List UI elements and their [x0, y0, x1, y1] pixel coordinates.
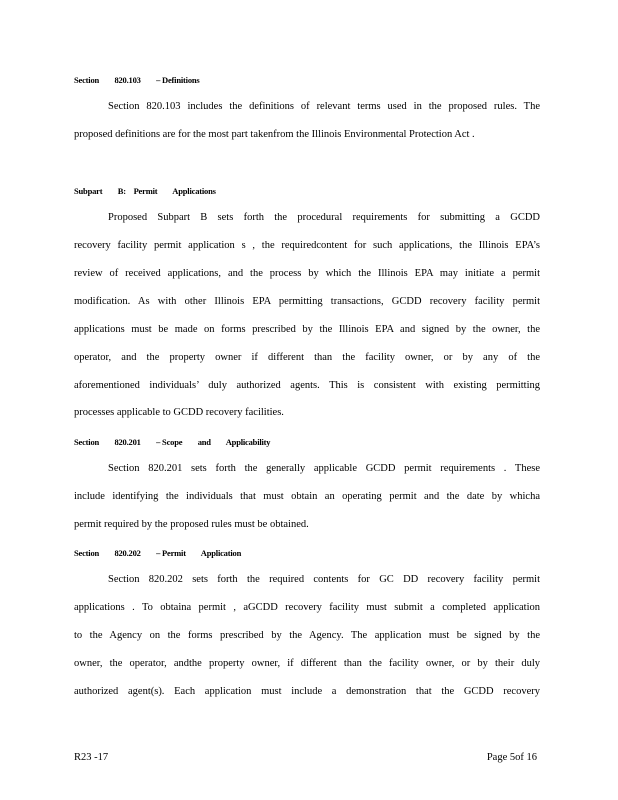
page-number-footer: Page 5of 16 — [486, 752, 537, 763]
paragraph-line: recovery facility permit application s , the requiredcontent for such applications, the Illinois EPA’s — [74, 240, 540, 251]
subpart-b-heading: Subpart B: Permit Applications — [74, 186, 216, 196]
paragraph-line: include identifying the individuals that must obtain an operating permit and the date by whicha — [74, 491, 540, 502]
document-id-footer: R23 -17 — [74, 752, 109, 763]
section-820-202-heading: Section 820.202 – Permit Application — [74, 548, 242, 558]
paragraph-line: Section 820.103 includes the definitions of relevant terms used in the proposed rules. The — [108, 101, 540, 112]
paragraph-line: applications . To obtaina permit , aGCDD recovery facility must submit a completed application — [74, 602, 540, 613]
paragraph-line: processes applicable to GCDD recovery facilities. — [74, 407, 284, 418]
paragraph-line: operator, and the property owner if different than the facility owner, or by any of the — [74, 352, 540, 363]
paragraph-line: to the Agency on the forms prescribed by the Agency. The application must be signed by the — [74, 630, 540, 641]
paragraph-line: review of received applications, and the process by which the Illinois EPA may initiate a permit — [74, 268, 540, 279]
paragraph-line: permit required by the proposed rules must be obtained. — [74, 519, 309, 530]
paragraph-line: applications must be made on forms prescribed by the Illinois EPA and signed by the owner, the — [74, 324, 540, 335]
paragraph-line: Section 820.201 sets forth the generally applicable GCDD permit requirements . These — [108, 463, 540, 474]
paragraph-line: Section 820.202 sets forth the required contents for GC DD recovery facility permit — [108, 574, 540, 585]
paragraph-line: aforementioned individuals’ duly authorized agents. This is consistent with existing permitting — [74, 380, 540, 391]
paragraph-line: owner, the operator, andthe property owner, if different than the facility owner, or by their duly — [74, 658, 540, 669]
section-820-103-heading: Section 820.103 – Definitions — [74, 75, 200, 85]
paragraph-line: proposed definitions are for the most part takenfrom the Illinois Environmental Protection Act . — [74, 129, 475, 140]
paragraph-line: authorized agent(s). Each application must include a demonstration that the GCDD recovery — [74, 686, 540, 697]
paragraph-line: Proposed Subpart B sets forth the procedural requirements for submitting a GCDD — [108, 212, 540, 223]
section-820-201-heading: Section 820.201 – Scope and Applicability — [74, 437, 271, 447]
paragraph-line: modification. As with other Illinois EPA permitting transactions, GCDD recovery facility permit — [74, 296, 540, 307]
